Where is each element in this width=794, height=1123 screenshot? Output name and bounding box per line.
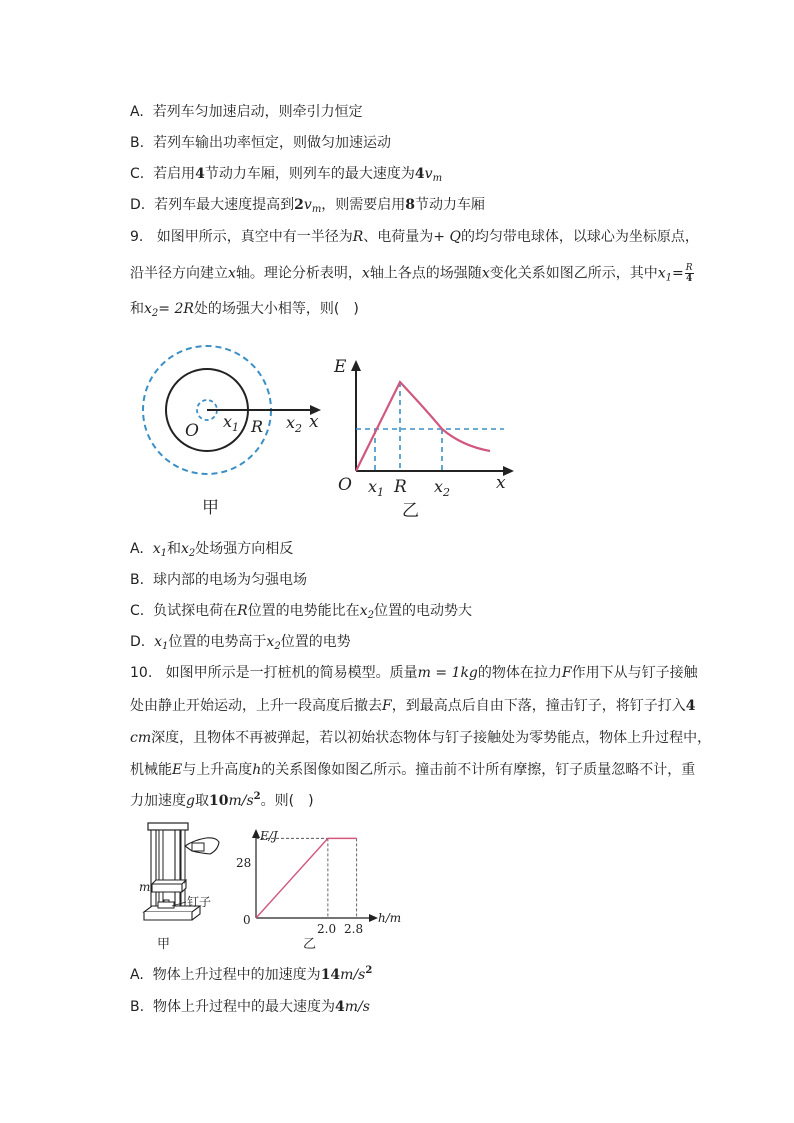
figure-caption-yi: 乙 xyxy=(303,937,317,952)
r-label: R xyxy=(251,417,264,436)
q10-stem-line1: 10. 如图甲所示是一打桩机的简易模型。质量m = 1kg的物体在拉力F作用下从与钉子接触 xyxy=(130,665,698,681)
x-axis-label: h/m xyxy=(378,911,402,925)
hand-grip-block xyxy=(192,843,204,851)
q9-option-b: B. 球内部的电场为匀强电场 xyxy=(130,572,307,588)
q10-stem-line4: 机械能E与上升高度h的关系图像如图乙所示。撞击前不计所有摩擦，钉子质量忽略不计，重 xyxy=(130,762,696,778)
q10-option-a: A. 物体上升过程中的加速度为$14m/s^2$ xyxy=(130,965,373,983)
q9-option-d: D. $x_1$位置的电势高于$x_2$位置的电势 xyxy=(130,634,351,652)
q9-option-c: C. 负试探电荷在R位置的电势能比在$x_2$位置的电动势大 xyxy=(130,603,472,621)
q8-option-a: A. 若列车匀加速启动，则牵引力恒定 xyxy=(130,104,363,120)
q9-stem-line3: 和$x_2= 2R$处的场强大小相等，则( ) xyxy=(130,301,359,319)
q10-option-b: B. 物体上升过程中的最大速度为4m/s xyxy=(130,999,370,1015)
field-strength-curve xyxy=(356,382,490,471)
figure-caption-jia: 甲 xyxy=(157,937,171,952)
q10-figure-yi xyxy=(230,822,410,957)
q10-stem-line2: 处由静止开始运动，上升一段高度后撤去F，到最高点后自由下落，撞击钉子，将钉子打入4 xyxy=(130,698,696,714)
origin-label: O xyxy=(185,421,199,441)
x1-tick-label: $x_1$ xyxy=(368,477,385,499)
q8-option-d: D. 若列车最大速度提高到$2v_m$，则需要启用8节动力车厢 xyxy=(130,197,486,215)
x-tick-2-0: 2.0 xyxy=(317,922,337,936)
nail-block xyxy=(158,902,174,908)
x2-label: $x_2$ xyxy=(286,413,303,435)
q10-stem-line3: cm深度，且物体不再被弹起，若以初始状态物体与钉子接触处为零势能点，物体上升过程中， xyxy=(130,730,712,746)
r-tick-label: R xyxy=(394,477,407,497)
e-axis-label: E xyxy=(334,357,347,377)
x1-label: $x_1$ xyxy=(223,412,240,434)
q8-option-c: C. 若启用4节动力车厢，则列车的最大速度为$4v_m$ xyxy=(130,166,443,184)
y-tick-28: 28 xyxy=(236,856,252,870)
nail-label: 钉子 xyxy=(187,895,212,909)
origin-label: 0 xyxy=(243,913,251,927)
x-axis-label: x xyxy=(309,412,319,432)
q8-option-b: B. 若列车输出功率恒定，则做匀加速运动 xyxy=(130,135,391,151)
y-axis-arrow xyxy=(252,829,260,838)
figure-caption-jia: 甲 xyxy=(202,498,219,518)
q10-figure-jia xyxy=(130,820,230,955)
y-axis-label: E/J xyxy=(260,829,278,843)
q9-figure-jia xyxy=(135,335,335,525)
mass-block xyxy=(152,880,186,892)
figure-caption-yi: 乙 xyxy=(402,501,419,521)
left-post xyxy=(151,830,156,912)
right-post-inner xyxy=(181,830,185,912)
x-tick-2-8: 2.8 xyxy=(344,922,364,936)
energy-line-rising xyxy=(256,838,328,918)
q10-stem-line5: 力加速度g取$10m/s^2$。则( ) xyxy=(130,791,314,809)
q9-figure-yi xyxy=(332,350,532,525)
left-post-inner xyxy=(159,830,163,912)
q9-option-a: A. $x_1$和$x_2$处场强方向相反 xyxy=(130,541,294,559)
top-beam xyxy=(148,823,188,830)
origin-label: O xyxy=(338,475,352,495)
x-axis-arrow xyxy=(369,914,378,922)
right-post xyxy=(175,830,180,912)
q9-stem-line1: 9. 如图甲所示，真空中有一半径为R、电荷量为+ Q的均匀带电球体，以球心为坐标原点， xyxy=(130,229,699,245)
e-axis-arrow xyxy=(351,360,361,371)
q9-stem-line2: 沿半径方向建立x轴。理论分析表明，x轴上各点的场强随x变化关系如图乙所示，其中$x_1=$ $\frac{R}{4}$ xyxy=(130,263,693,284)
x-axis-label: x xyxy=(496,473,506,493)
m-label: m xyxy=(139,880,151,894)
fraction-r-over-4: $\frac{R}{4}$ xyxy=(685,263,693,284)
x2-tick-label: $x_2$ xyxy=(434,477,451,499)
